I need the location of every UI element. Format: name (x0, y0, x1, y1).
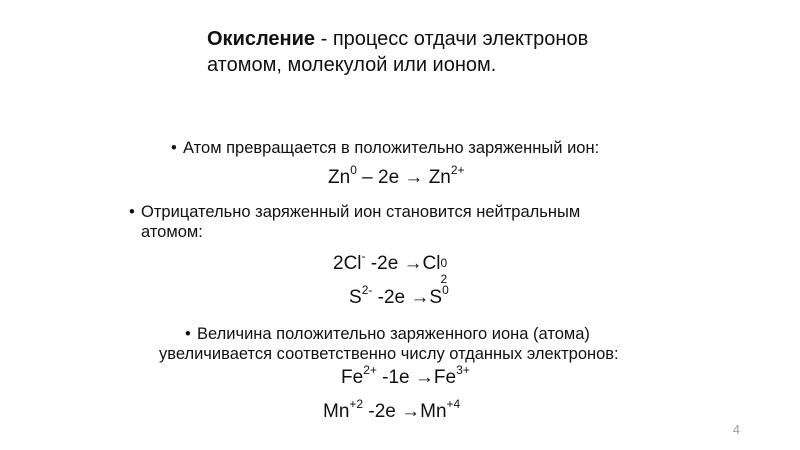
eq-s-mid: -2e →S (372, 287, 443, 308)
title-line-2: атомом, молекулой или ионом. (207, 54, 497, 76)
eq-s-base: S (349, 287, 362, 308)
title-line-1 (207, 26, 588, 52)
eq-cl-base: 2Cl (333, 253, 362, 274)
eq-mn-sup0: +2 (349, 397, 364, 411)
eq-zn-base: Zn (328, 167, 351, 188)
eq-mn-sup1: +4 (446, 397, 461, 411)
bullet-1-text: Атом превращается в положительно заряженный ион: (183, 139, 600, 157)
bullet-dot: • (185, 325, 191, 343)
eq-fe-sup1: 3+ (456, 363, 470, 377)
eq-s-sup1: 0 (442, 283, 449, 297)
bullet-3-line-2: увеличивается соответственно числу отданных электронов: (159, 345, 619, 363)
bullet-dot: • (129, 203, 135, 221)
bullet-3-line-1: Величина положительно заряженного иона (атома) (197, 325, 590, 343)
bullet-2-line-2: атомом: (141, 223, 203, 241)
equation-fe (341, 363, 470, 389)
eq-mn-mid: -2e →Mn (363, 401, 447, 422)
eq-fe-mid: -1e →Fe (376, 367, 457, 388)
slide-title (207, 26, 588, 78)
bullet-2-line-1: Отрицательно заряженный ион становится нейтральным (141, 203, 581, 221)
equation-s (349, 283, 449, 309)
eq-zn-sup0: 0 (350, 163, 357, 177)
title-definition: - процесс отдачи электронов (315, 28, 589, 50)
title-term: Окисление (207, 28, 316, 50)
eq-cl-sup1: 0 (440, 256, 448, 270)
page-number: 4 (732, 422, 740, 437)
eq-zn-mid: – 2e → Zn (356, 167, 451, 188)
eq-s-sup0: 2- (361, 283, 373, 297)
equation-mn (323, 397, 461, 423)
eq-cl-sup0: - (361, 249, 366, 263)
eq-mn-base: Mn (323, 401, 350, 422)
bullet-2 (129, 202, 580, 242)
eq-fe-sup0: 2+ (363, 363, 377, 377)
bullet-dot: • (171, 139, 177, 157)
equation-zn (328, 163, 465, 189)
equation-cl (333, 249, 450, 286)
eq-zn-sup1: 2+ (450, 163, 465, 177)
eq-cl-sub: 2 (440, 272, 448, 286)
bullet-1 (171, 138, 599, 158)
bullet-3 (185, 324, 590, 344)
eq-cl-mid: -2e →Cl (365, 253, 441, 274)
eq-fe-base: Fe (341, 367, 364, 388)
